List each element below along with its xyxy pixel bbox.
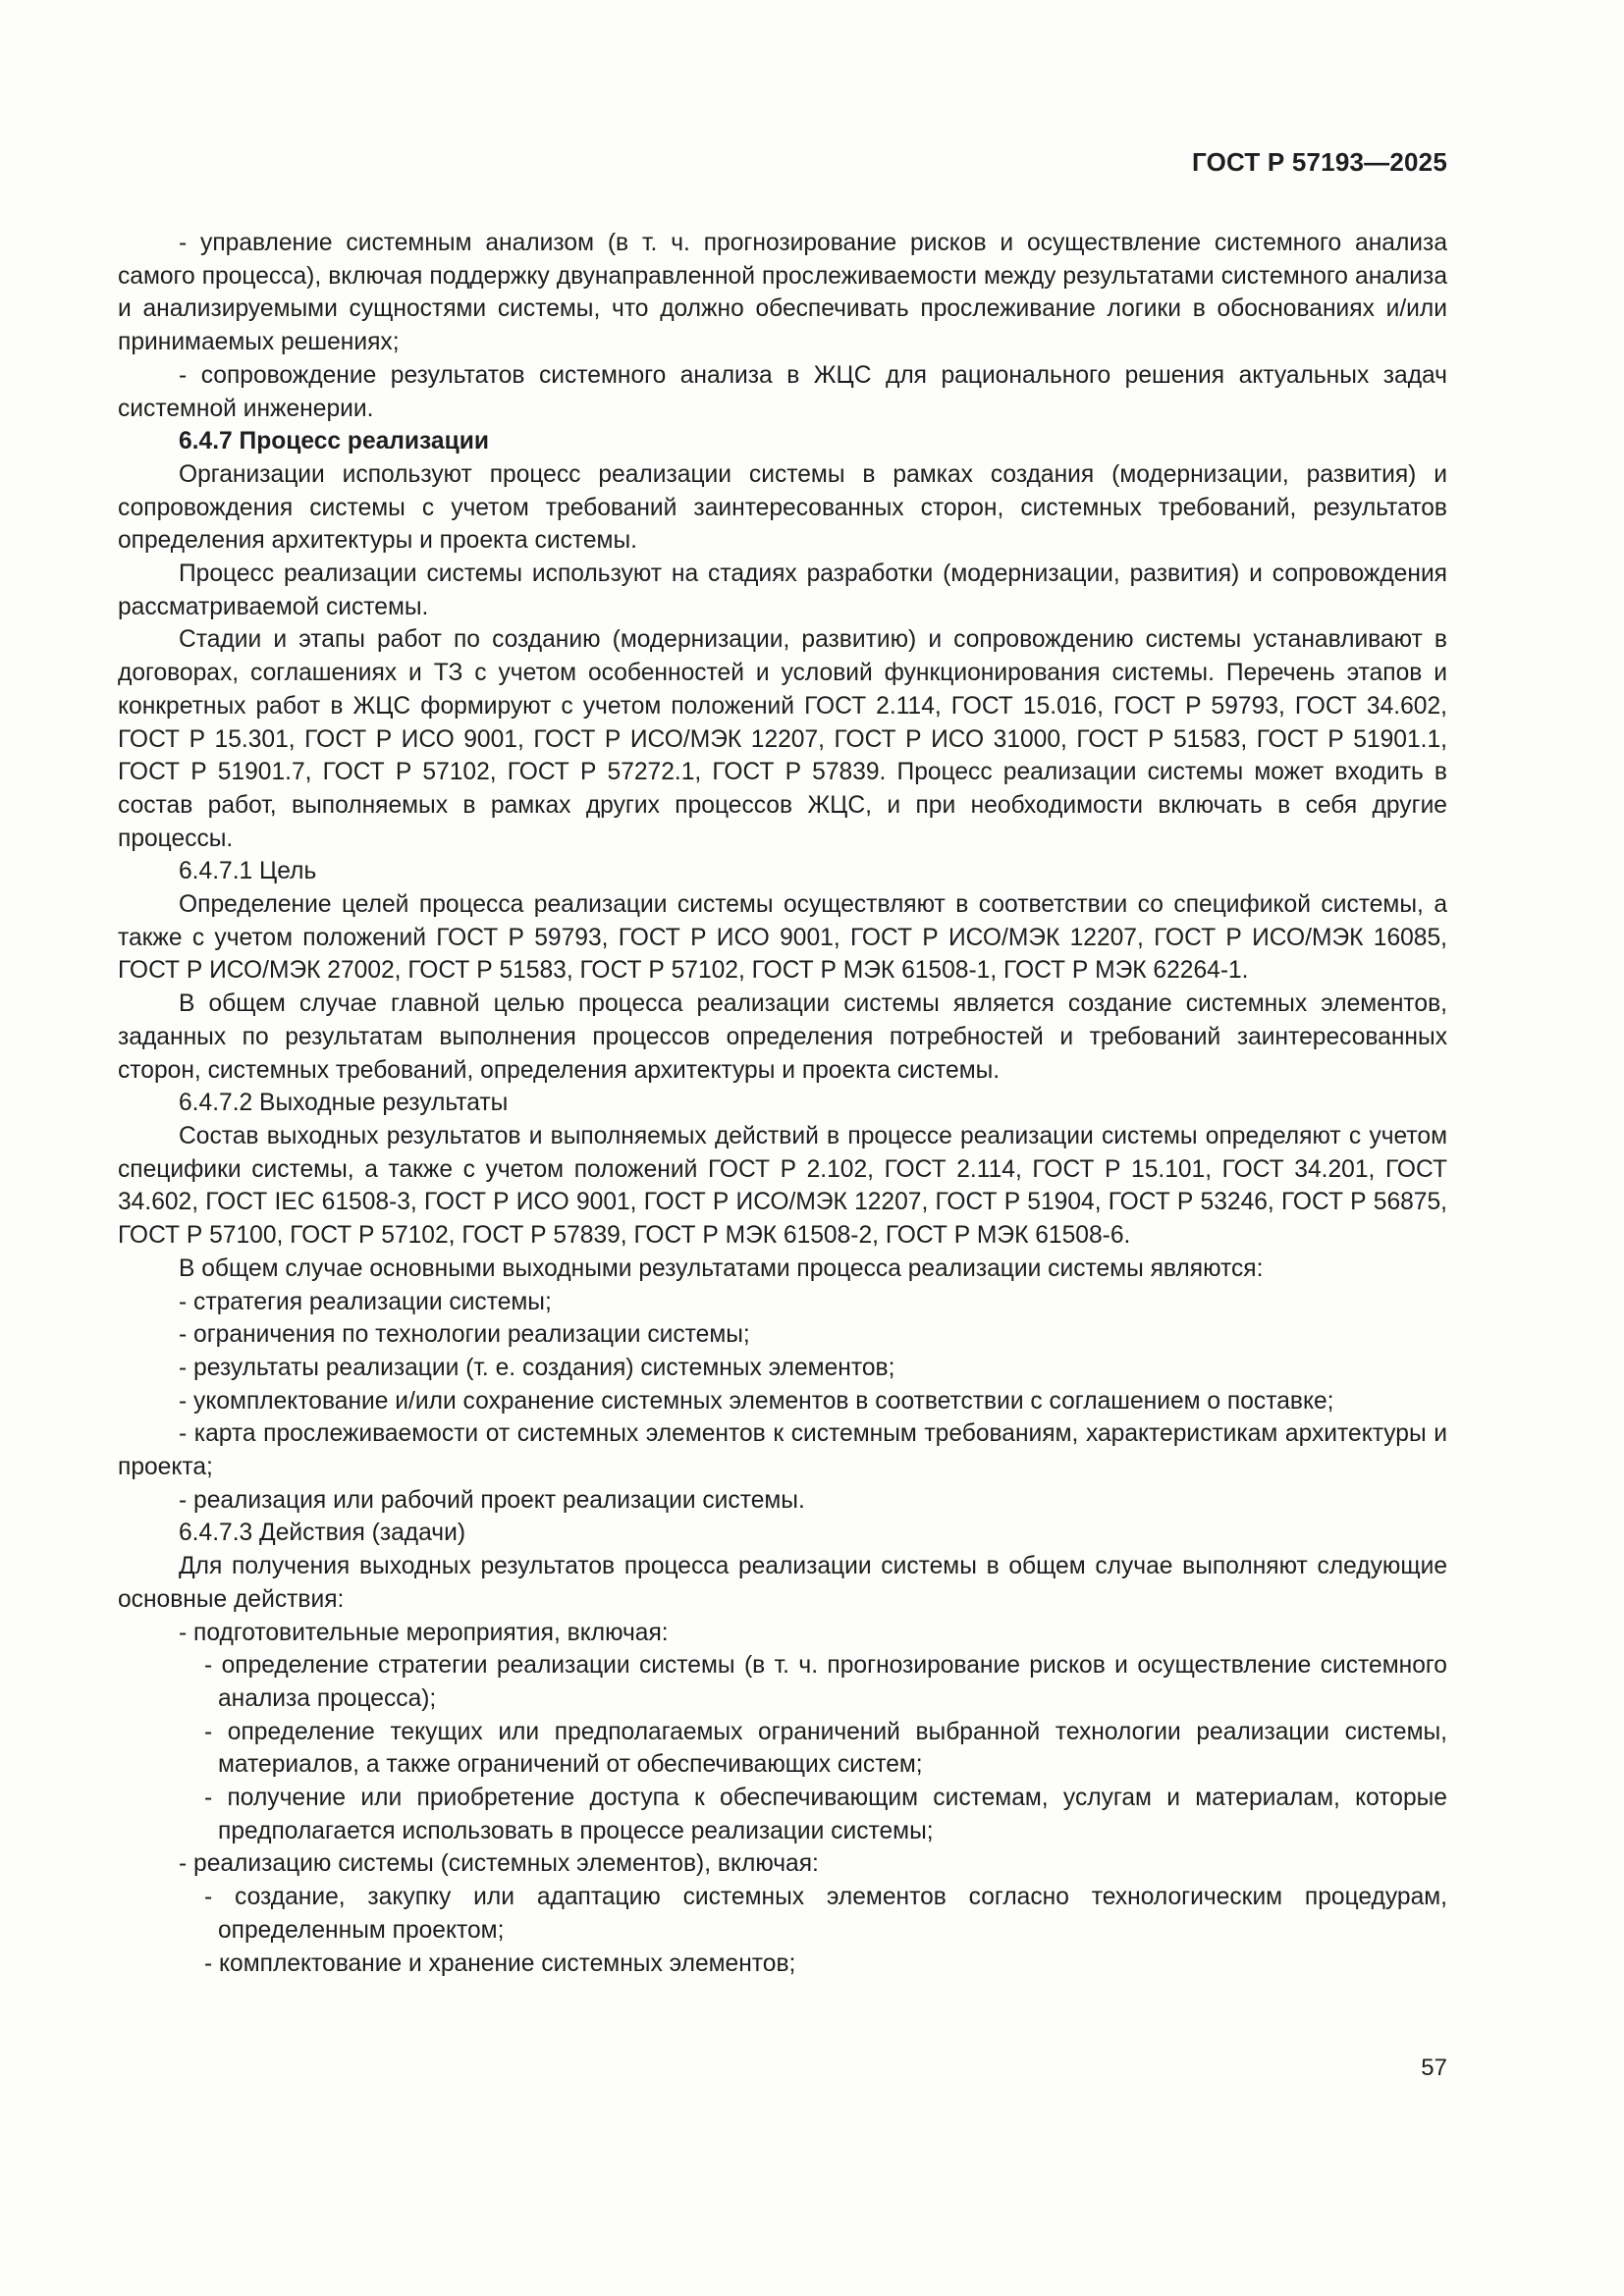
list-item: - получение или приобретение доступа к обеспечивающим системам, услугам и материалам, которые предполагается использовать в процессе реализации системы; xyxy=(204,1785,1447,1844)
paragraph: В общем случае основными выходными результатами процесса реализации системы являются: xyxy=(179,1255,1264,1282)
paragraph: Определение целей процесса реализации системы осуществляют в соответствии со спецификой системы, а также с учетом положений ГОСТ Р 59793, ГОСТ Р ИСО 9001, ГОСТ Р ИСО/МЭК 12207, ГОСТ Р ИСО/МЭК 16085, ГОСТ Р ИСО/МЭК 27002, ГОСТ Р 51583, ГОСТ Р 57102, ГОСТ Р МЭК 61508-1, ГОСТ Р МЭК 62264-1. xyxy=(118,891,1447,985)
list-item: - результаты реализации (т. е. создания) системных элементов; xyxy=(179,1354,895,1381)
page-number: 57 xyxy=(1421,2055,1447,2081)
list-item: - определение текущих или предполагаемых ограничений выбранной технологии реализации системы, материалов, а также ограничений от обеспечивающих систем; xyxy=(204,1718,1447,1779)
list-item: - укомплектование и/или сохранение системных элементов в соответствии с соглашением о поставке; xyxy=(179,1387,1334,1415)
list-item: - ограничения по технологии реализации системы; xyxy=(179,1321,750,1349)
paragraph: Организации используют процесс реализации системы в рамках создания (модернизации, развития) и сопровождения системы с учетом требований заинтересованных сторон, системных требований, результатов определения архитектуры и проекта системы. xyxy=(118,460,1447,555)
list-item: - подготовительные мероприятия, включая: xyxy=(179,1619,669,1646)
paragraph: Стадии и этапы работ по созданию (модернизации, развитию) и сопровождению системы устанавливают в договорах, соглашениях и ТЗ с учетом особенностей и условий функционирования системы. Перечень этапов и конкретных работ в ЖЦС формируют с учетом положений ГОСТ 2.114, ГОСТ 15.016, ГОСТ Р 59793, ГОСТ 34.602, ГОСТ Р 15.301, ГОСТ Р ИСО 9001, ГОСТ Р ИСО/МЭК 12207, ГОСТ Р ИСО 31000, ГОСТ Р 51583, ГОСТ Р 51901.1, ГОСТ Р 51901.7, ГОСТ Р 57102, ГОСТ Р 57272.1, ГОСТ Р 57839. Процесс реализации системы может входить в состав работ, выполняемых в рамках других процессов ЖЦС, и при необходимости включать в себя другие процессы. xyxy=(118,626,1447,852)
paragraph: 6.4.7.2 Выходные результаты xyxy=(179,1090,509,1117)
list-item: - управление системным анализом (в т. ч. прогнозирование рисков и осуществление системного анализа самого процесса), включая поддержку двунаправленной прослеживаемости между результатами системного анализа и анализируемыми сущностями системы, что должно обеспечивать прослеживание логики в обоснованиях и/или принимаемых решениях; xyxy=(118,230,1447,356)
list-item: - стратегия реализации системы; xyxy=(179,1288,552,1315)
paragraph: Процесс реализации системы используют на стадиях разработки (модернизации, развития) и сопровождения рассматриваемой системы. xyxy=(118,561,1447,620)
list-item: - карта прослеживаемости от системных элементов к системным требованиям, характеристикам архитектуры и проекта; xyxy=(118,1420,1447,1481)
document-body xyxy=(118,227,1447,1980)
section-heading: 6.4.7 Процесс реализации xyxy=(179,428,489,455)
paragraph: В общем случае главной целью процесса реализации системы является создание системных элементов, заданных по результатам выполнения процессов определения потребностей и требований заинтересованных сторон, системных требований, определения архитектуры и проекта системы. xyxy=(118,990,1447,1084)
paragraph: 6.4.7.1 Цель xyxy=(179,858,317,885)
list-item: - реализацию системы (системных элементов), включая: xyxy=(179,1850,819,1878)
list-item: - реализация или рабочий проект реализации системы. xyxy=(179,1486,805,1514)
list-item: - создание, закупку или адаптацию системных элементов согласно технологическим процедурам, определенным проектом; xyxy=(204,1884,1447,1944)
paragraph: Состав выходных результатов и выполняемых действий в процессе реализации системы определяют с учетом специфики системы, а также с учетом положений ГОСТ Р 2.102, ГОСТ 2.114, ГОСТ Р 15.101, ГОСТ 34.201, ГОСТ 34.602, ГОСТ IEC 61508-3, ГОСТ Р ИСО 9001, ГОСТ Р ИСО/МЭК 12207, ГОСТ Р 51904, ГОСТ Р 53246, ГОСТ Р 56875, ГОСТ Р 57100, ГОСТ Р 57102, ГОСТ Р 57839, ГОСТ Р МЭК 61508-2, ГОСТ Р МЭК 61508-6. xyxy=(118,1122,1447,1250)
document-code-header: ГОСТ Р 57193—2025 xyxy=(1192,147,1447,177)
paragraph: Для получения выходных результатов процесса реализации системы в общем случае выполняют следующие основные действия: xyxy=(118,1553,1447,1613)
list-item: - сопровождение результатов системного анализа в ЖЦС для рационального решения актуальных задач системной инженерии. xyxy=(118,361,1447,422)
paragraph: 6.4.7.3 Действия (задачи) xyxy=(179,1520,466,1547)
list-item: - определение стратегии реализации системы (в т. ч. прогнозирование рисков и осуществление системного анализа процесса); xyxy=(204,1652,1447,1712)
list-item: - комплектование и хранение системных элементов; xyxy=(204,1949,796,1977)
